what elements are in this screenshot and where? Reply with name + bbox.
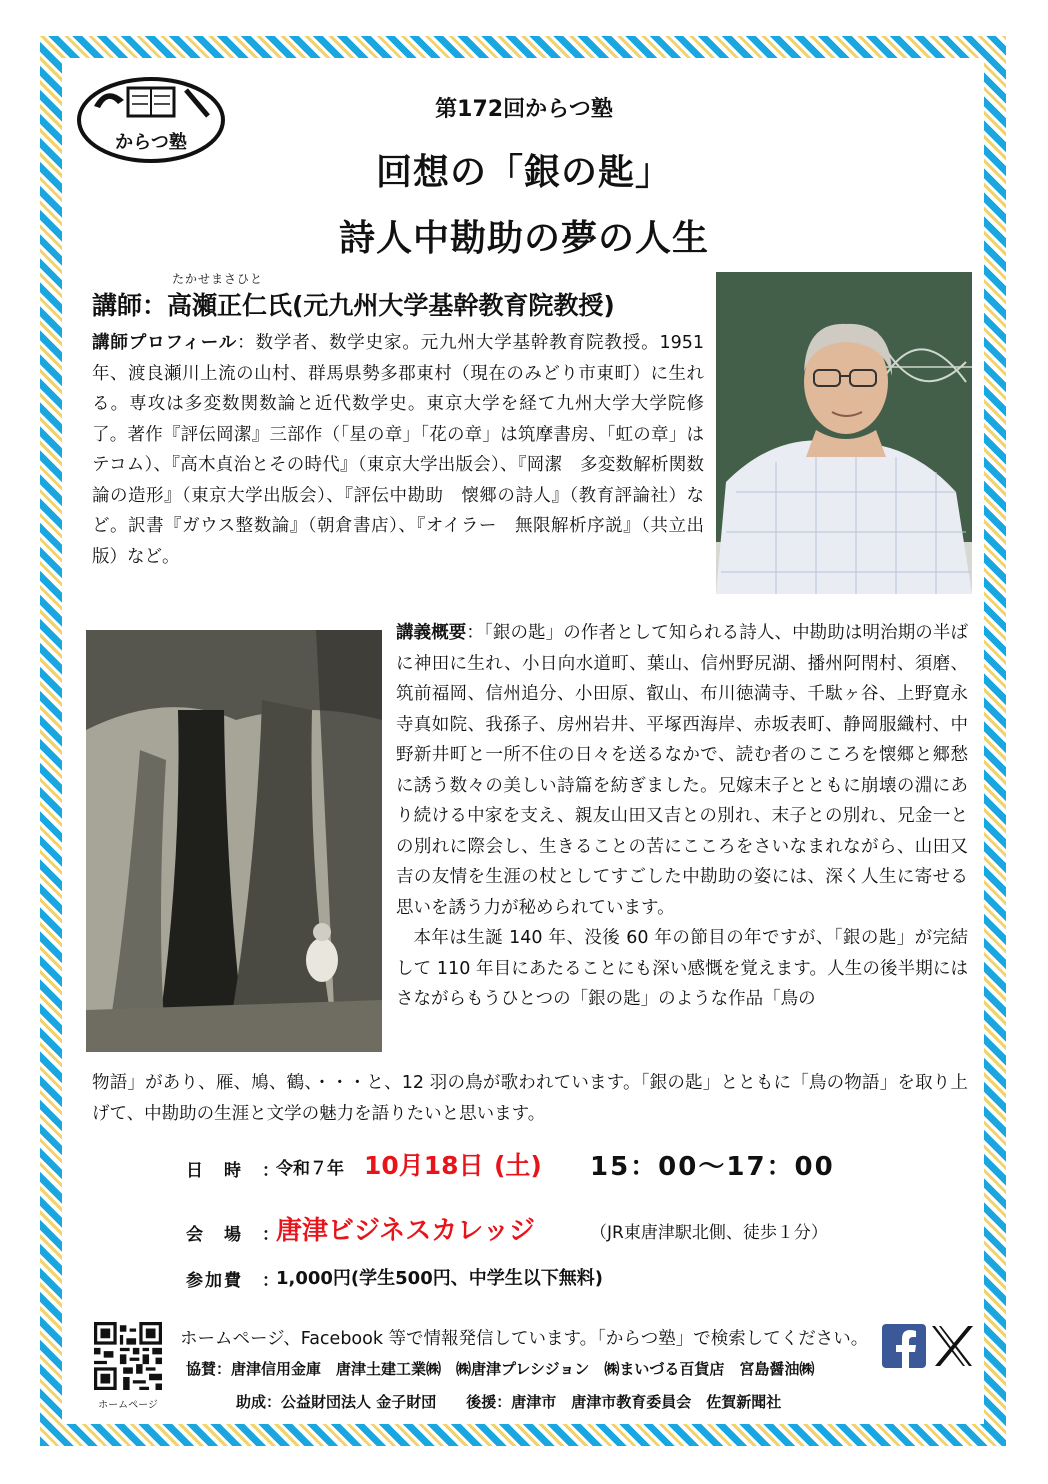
- summary-label: 講義概要: [396, 623, 467, 643]
- venue-note: （JR東唐津駅北側、徒歩１分）: [590, 1223, 828, 1243]
- venue-label: 会 場 ：: [186, 1225, 281, 1245]
- summary-text1: ：「銀の匙」の作者として知られる詩人、中勘助は明治期の半ばに神田に生れ、小日向水道町、葉山、信州野尻湖、播州阿閇村、須磨、筑前福岡、信州追分、小田原、叡山、布川徳満寺、千駄ヶ谷、上野寛永寺真如院、我孫子、房州岩井、平塚西海岸、赤坂表町、静岡服織村、中野新井町と一所不住の日々を送るなかで、読む者のこころを懐郷と郷愁に誘う数々の美しい詩篇を紡ぎました。兄嫁末子とともに崩壊の淵にあり続ける中家を支え、親友山田又吉との別れ、末子との別れ、兄金一との別れに際会し、生きることの苦にこころをさいなまれながら、山田又吉の友情を生涯の杖としてすごした中勘助の姿には、深く人生に寄せる思いを誘う力が秘められています。: [396, 623, 968, 918]
- summary-continuation: 物語」があり、雁、鳩、鶴、・・・と、12 羽の鳥が歌われています。「銀の匙」とともに「鳥の物語」を取り上げて、中勘助の生涯と文学の魅力を語りたいと思います。: [92, 1073, 968, 1124]
- fee-label: 参加費 ：: [186, 1271, 281, 1291]
- cedar-tree-photo: [86, 630, 382, 1052]
- profile-label: 講師プロフィール: [92, 333, 238, 353]
- lecturer-line: 講師：高瀬正仁氏(元九州大学基幹教育院教授): [92, 291, 615, 320]
- date-label: 日 時 ：: [186, 1161, 281, 1181]
- venue-name: 唐津ビジネスカレッジ: [276, 1216, 535, 1246]
- date-era: 令和７年: [276, 1159, 344, 1179]
- sponsors-line: 協賛：唐津信用金庫 唐津土建工業㈱ ㈱唐津プレシジョン ㈱まいづる百貨店 宮島醤油㈱: [186, 1360, 815, 1378]
- date-weekday: (土): [494, 1151, 542, 1180]
- time-value: 15：00～17：00: [590, 1152, 835, 1182]
- title-line2: 詩人中勘助の夢の人生: [338, 218, 709, 259]
- profile-paragraph: [92, 328, 704, 572]
- qr-caption: ホームページ: [98, 1400, 158, 1411]
- homepage-text: ホームページ、Facebook 等で情報発信しています。「からつ塾」で検索してください。: [180, 1329, 869, 1349]
- svg-text:からつ塾: からつ塾: [115, 132, 187, 153]
- lecturer-photo: [716, 272, 972, 594]
- series-heading: 第172回からつ塾: [435, 97, 613, 122]
- title-line1: 回想の「銀の匙」: [375, 152, 672, 193]
- summary-paragraph: [396, 618, 968, 1015]
- qr-code[interactable]: [94, 1322, 162, 1390]
- x-icon[interactable]: [932, 1326, 973, 1366]
- summary-text2: 本年は生誕 140 年、没後 60 年の節目の年ですが、「銀の匙」が完結して 110 年目にあたることにも深い感慨を覚えます。人生の後半期にはさながらもうひとつの「銀の匙」のような作品「鳥の: [396, 928, 968, 1009]
- fee-value: 1,000円(学生500円、中学生以下無料): [276, 1268, 603, 1289]
- date-value: 10月18日: [364, 1151, 484, 1180]
- profile-text: ：数学者、数学史家。元九州大学基幹教育院教授。1951 年、渡良瀬川上流の山村、群馬県勢多郡東村（現在のみどり市東町）に生れる。専攻は多変数関数論と近代数学史。東京大学を経て九州大学大学院修了。著作『評伝岡潔』三部作（「星の章」「花の章」は筑摩書房、「虹の章」はテコム）、『高木貞治とその時代』（東京大学出版会）、『岡潔 多変数解析関数論の造形』（東京大学出版会）、『評伝中勘助 懐郷の詩人』（教育評論社）など。訳書『ガウス整数論』（朝倉書店）、『オイラー 無限解析序説』（共立出版）など。: [92, 333, 704, 567]
- facebook-icon[interactable]: [882, 1324, 926, 1368]
- sns-icons: [882, 1322, 974, 1370]
- lecturer-ruby: たかせまさひと: [172, 272, 264, 286]
- support-line: 助成：公益財団法人 金子財団 後援：唐津市 唐津市教育委員会 佐賀新聞社: [236, 1393, 782, 1411]
